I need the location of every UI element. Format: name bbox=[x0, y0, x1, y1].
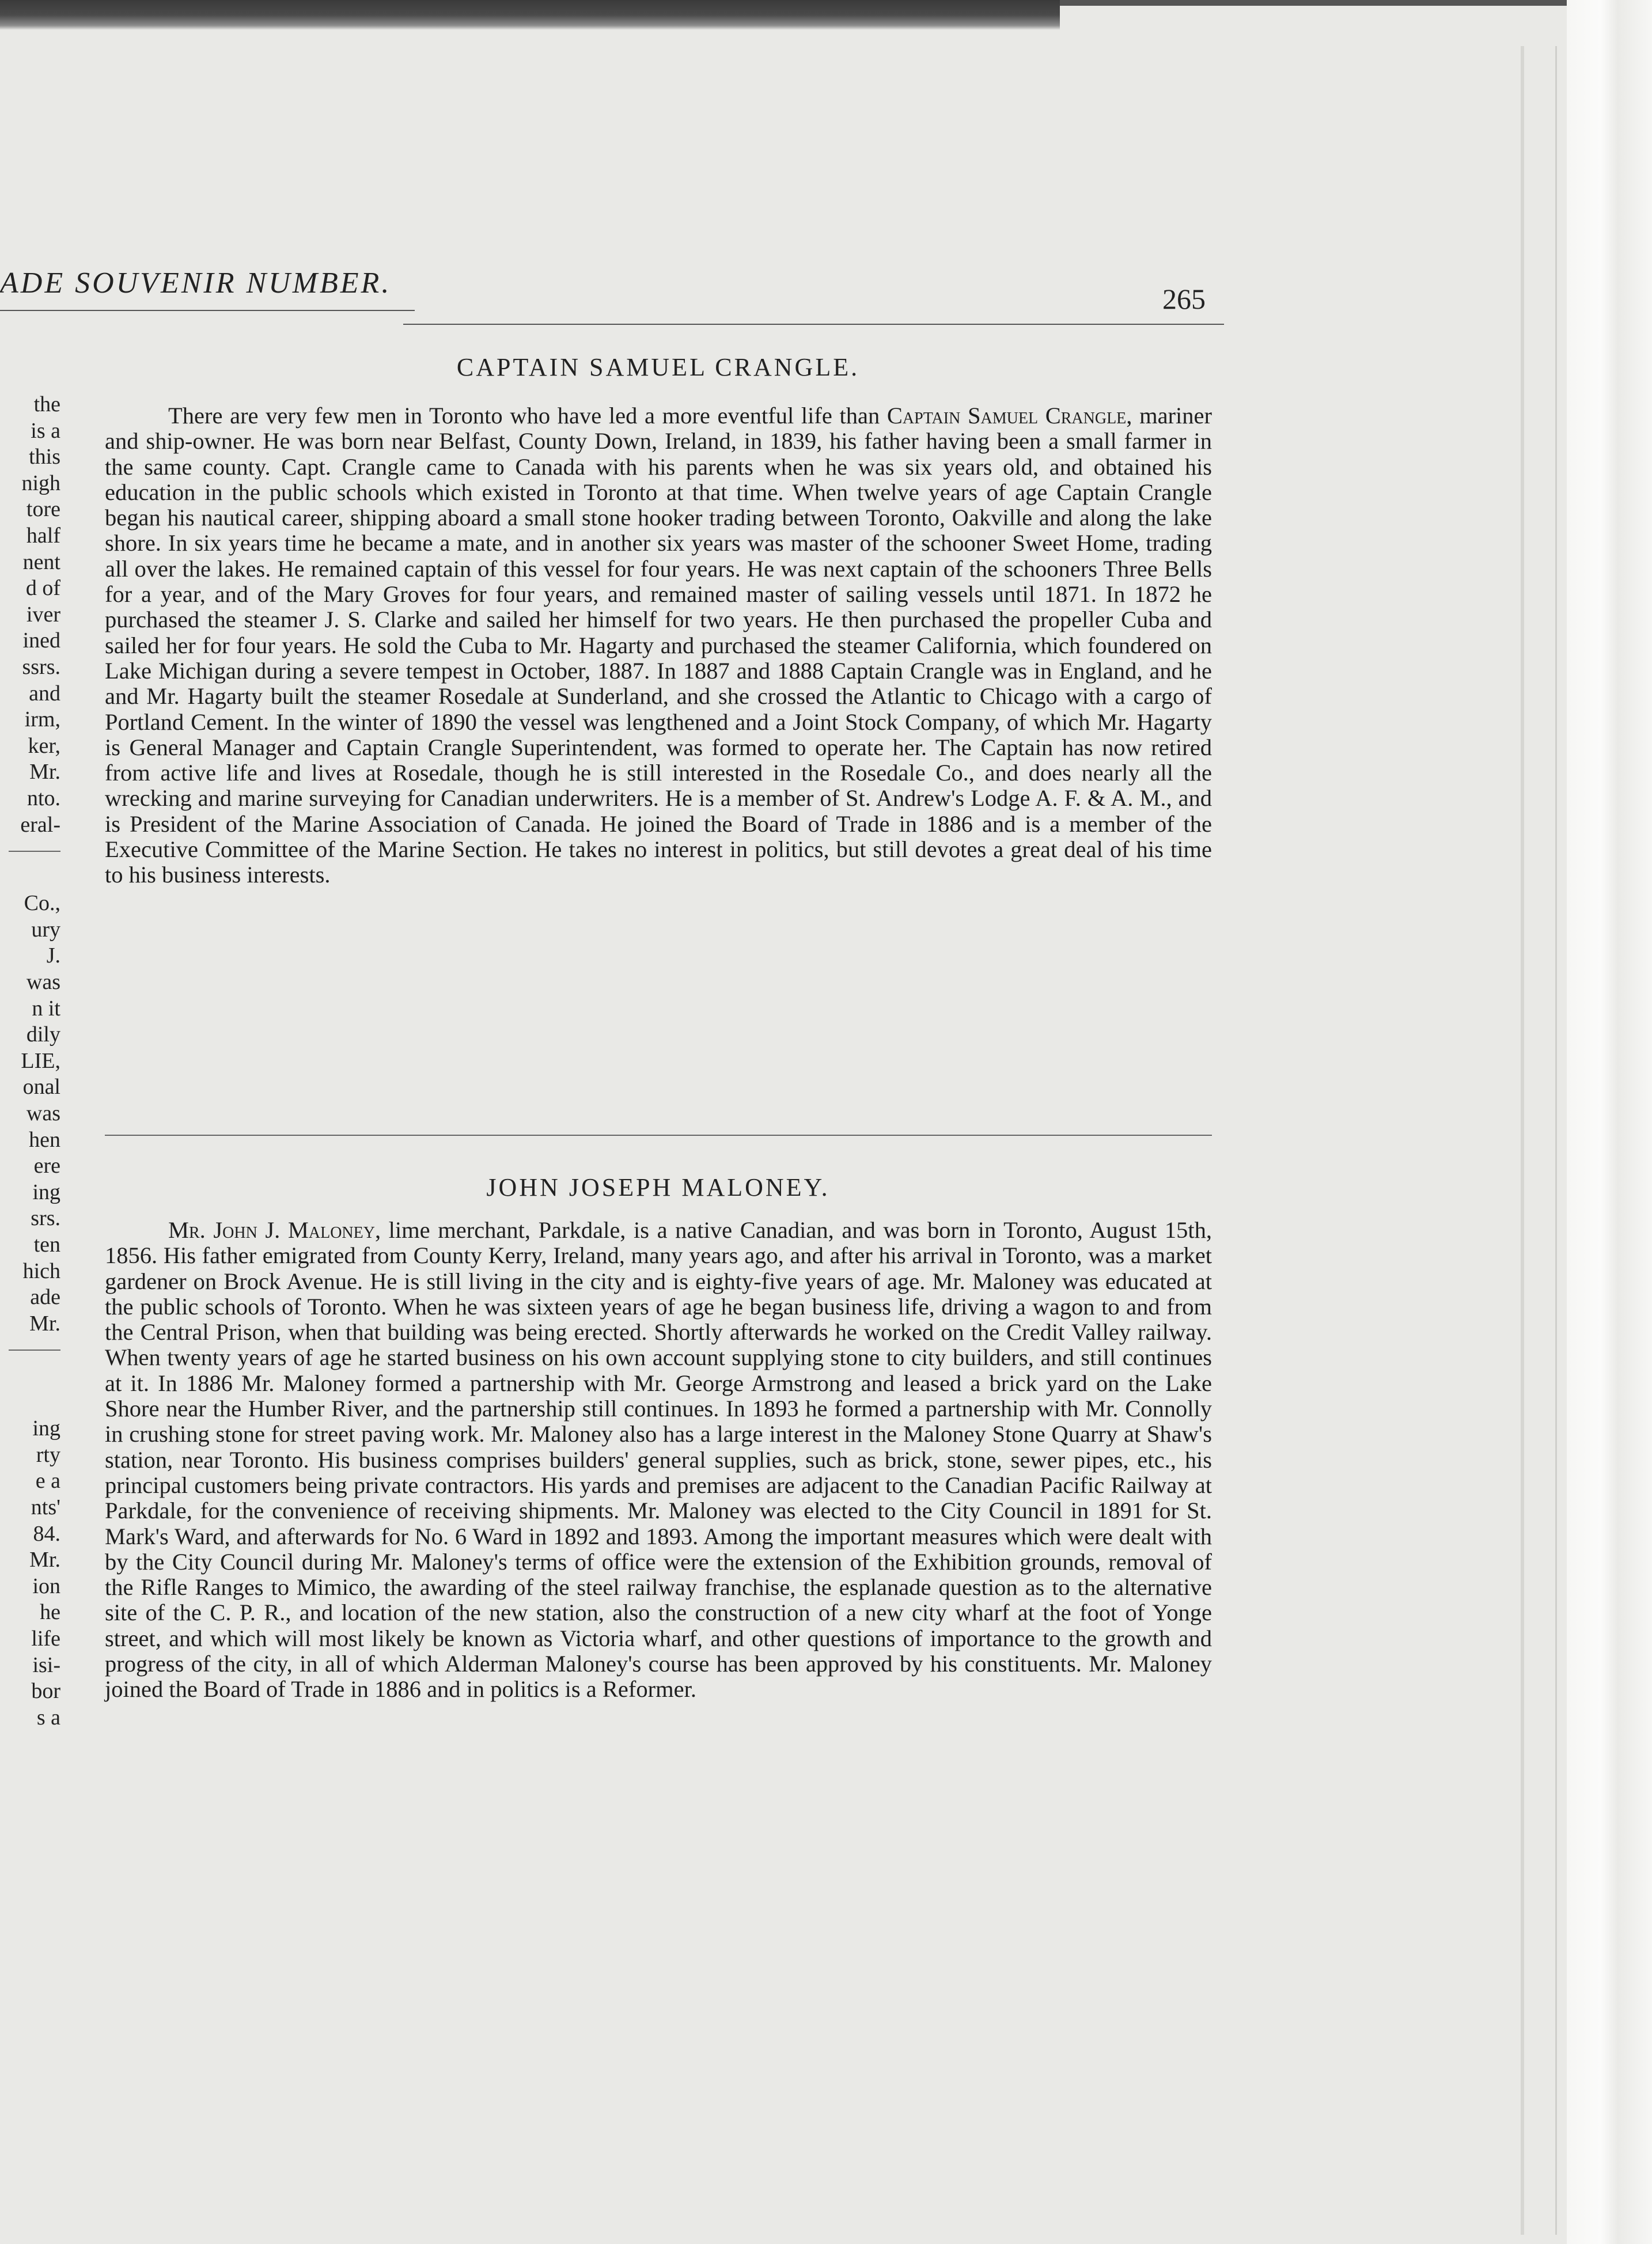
fragment-line: ing bbox=[32, 1180, 60, 1204]
fragment-line: bor bbox=[31, 1679, 60, 1704]
fragment-line: he bbox=[40, 1600, 60, 1625]
article-body-crangle bbox=[105, 403, 1212, 888]
fragment-line: the bbox=[33, 392, 60, 416]
fragment-line: Mr. bbox=[29, 1311, 60, 1336]
header-rule-right bbox=[403, 324, 1224, 325]
article-title-maloney: JOHN JOSEPH MALONEY. bbox=[486, 1173, 830, 1201]
fragment-line: hich bbox=[22, 1259, 60, 1283]
column-separator bbox=[0, 1363, 60, 1390]
fragment-line: was bbox=[26, 1101, 60, 1126]
fragment-line: ssrs. bbox=[22, 654, 60, 679]
page-edge-line bbox=[1521, 46, 1524, 2235]
fragment-line: n it bbox=[32, 996, 60, 1021]
fragment-line: was bbox=[26, 970, 60, 995]
previous-column-fragments bbox=[0, 392, 60, 1731]
article-text: , lime merchant, Parkdale, is a native Canadian, and was born in Toronto, August 15th, 1856. His father emigrated from County Kerry, Ireland, many years ago, and after his arrival in Toronto, was a market gardener on Brock Avenue. He is still living in the city and is eighty-five years of age. Mr. Maloney was educated at the public schools of Toronto. When he was sixteen years of age he began business life, driving a wagon to and from the Central Prison, when that building was being erected. Shortly afterwards he worked on the Credit Valley railway. When twenty years of age he started business on his own account supplying stone to city builders, and still continues at it. In 1886 Mr. Maloney formed a partnership with Mr. George Armstrong and leased a brick yard on the Lake Shore near the Humber River, and the partnership still continues. In 1893 he formed a partnership with Mr. Connolly in crushing stone for street paving work. Mr. Maloney also has a large interest in the Maloney Stone Quarry at Shaw's station, near Toronto. His business comprises builders' general supplies, such as brick, stone, sewer pipes, etc., his principal customers being private contractors. His yards and premises are adjacent to the Canadian Pacific Railway at Parkdale, for the convenience of receiving shipments. Mr. Maloney was elected to the City Council in 1891 for St. Mark's Ward, and afterwards for No. 6 Ward in 1892 and 1893. Among the important measures which were dealt with by the City Council during Mr. Maloney's terms of office were the extension of the Exhibition grounds, removal of the Rifle Ranges to Mimico, the awarding of the steel railway franchise, the esplanade question as to the alternative site of the C. P. R., and location of the new station, also the construction of a new city wharf at the foot of Yonge street, and which will most likely be known as Victoria wharf, and other questions of importance to the growth and progress of the city, in all of which Alderman Maloney's course has been approved by his constituents. Mr. Maloney joined the Board of Trade in 1886 and in politics is a Reformer. bbox=[105, 1217, 1212, 1703]
fragment-line: srs. bbox=[31, 1206, 60, 1231]
fragment-line: ten bbox=[33, 1233, 60, 1257]
header-rule-left bbox=[0, 310, 415, 311]
fragment-line: s a bbox=[36, 1705, 60, 1730]
page-number: 265 bbox=[1162, 283, 1206, 315]
fragment-line: hen bbox=[29, 1127, 60, 1152]
fragment-line: nts' bbox=[31, 1495, 60, 1519]
fragment-line: nigh bbox=[21, 471, 60, 495]
fragment-line: ade bbox=[30, 1285, 60, 1310]
fragment-line: ere bbox=[33, 1154, 60, 1178]
fragment-line: Co., bbox=[24, 891, 60, 916]
article-body-maloney bbox=[105, 1218, 1212, 1703]
section-divider bbox=[105, 1135, 1212, 1136]
fragment-line: dily bbox=[26, 1022, 60, 1047]
fragment-line: rty bbox=[36, 1442, 60, 1467]
fragment-line: ion bbox=[32, 1574, 60, 1598]
column-separator bbox=[0, 838, 60, 865]
fragment-line: nent bbox=[22, 549, 60, 574]
fragment-line: LIE, bbox=[21, 1048, 60, 1073]
fragment-line: ined bbox=[22, 628, 60, 653]
column-separator bbox=[0, 1337, 60, 1363]
fragment-line: e a bbox=[35, 1469, 60, 1494]
fragment-line: and bbox=[29, 681, 60, 706]
article-lead: There are very few men in Toronto who have led a more eventful life than bbox=[168, 403, 887, 429]
running-title: ADE SOUVENIR NUMBER. bbox=[0, 267, 392, 300]
fragment-line: Mr. bbox=[29, 1548, 60, 1572]
book-gutter bbox=[1567, 0, 1652, 2244]
fragment-line: ker, bbox=[28, 733, 60, 758]
scan-shadow bbox=[0, 0, 1060, 30]
fragment-line: nto. bbox=[26, 786, 60, 810]
fragment-line: onal bbox=[22, 1075, 60, 1100]
fragment-line: tore bbox=[26, 497, 60, 522]
fragment-line: iver bbox=[26, 602, 60, 627]
fragment-line: this bbox=[29, 445, 60, 469]
fragment-line: ury bbox=[31, 917, 60, 942]
fragment-line: J. bbox=[46, 943, 60, 968]
page-edge-line-2 bbox=[1555, 46, 1557, 2235]
article-text: , mariner and ship-owner. He was born near Belfast, County Down, Ireland, in 1839, his father having been a small farmer in the same county. Capt. Crangle came to Canada with his parents when he was six years old, and obtained his education in the public schools which existed in Toronto at that time. When twelve years of age Captain Crangle began his nautical career, shipping aboard a small stone hooker trading between Toronto, Oakville and along the lake shore. In six years time he became a mate, and in another six years was master of the schooner Sweet Home, trading all over the lakes. He remained captain of this vessel for four years. He was next captain of the schooners Three Bells for a year, and of the Mary Groves for four years, and remained master of sailing vessels until 1871. In 1872 he purchased the steamer J. S. Clarke and sailed her himself for two years. He then purchased the propeller Cuba and sailed her for four years. He sold the Cuba to Mr. Hagarty and purchased the steamer California, which foundered on Lake Michigan during a severe tempest in October, 1887. In 1887 and 1888 Captain Crangle was in England, and he and Mr. Hagarty built the steamer Rosedale at Sunderland, and she crossed the Atlantic to Chicago with a cargo of Portland Cement. In the winter of 1890 the vessel was lengthened and a Joint Stock Company, of which Mr. Hagarty is General Manager and Captain Crangle Superintendent, was formed to operate her. The Captain has now retired from active life and lives at Rosedale, though he is still interested in the Rosedale Co., and does nearly all the wrecking and marine surveying for Canadian underwriters. He is a member of St. Andrew's Lodge A. F. & A. M., and is President of the Marine Association of Canada. He joined the Board of Trade in 1886 and is a member of the Executive Committee of the Marine Section. He takes no interest in politics, but still devotes a great deal of his time to his business interests. bbox=[105, 403, 1212, 888]
fragment-line: life bbox=[31, 1626, 60, 1651]
fragment-line: is a bbox=[31, 418, 60, 443]
fragment-line: Mr. bbox=[29, 760, 60, 784]
article-title-crangle: CAPTAIN SAMUEL CRANGLE. bbox=[456, 353, 860, 381]
fragment-line: irm, bbox=[24, 707, 60, 732]
fragment-line: ing bbox=[32, 1416, 60, 1441]
column-separator bbox=[0, 865, 60, 891]
fragment-line: eral- bbox=[20, 812, 60, 837]
fragment-line: half bbox=[26, 523, 60, 548]
fragment-line: d of bbox=[25, 576, 60, 601]
subject-name: Captain Samuel Crangle bbox=[886, 403, 1127, 429]
column-separator bbox=[0, 1390, 60, 1416]
fragment-line: isi- bbox=[32, 1652, 60, 1677]
subject-name: Mr. John J. Maloney bbox=[168, 1217, 375, 1243]
fragment-line: 84. bbox=[33, 1521, 60, 1546]
